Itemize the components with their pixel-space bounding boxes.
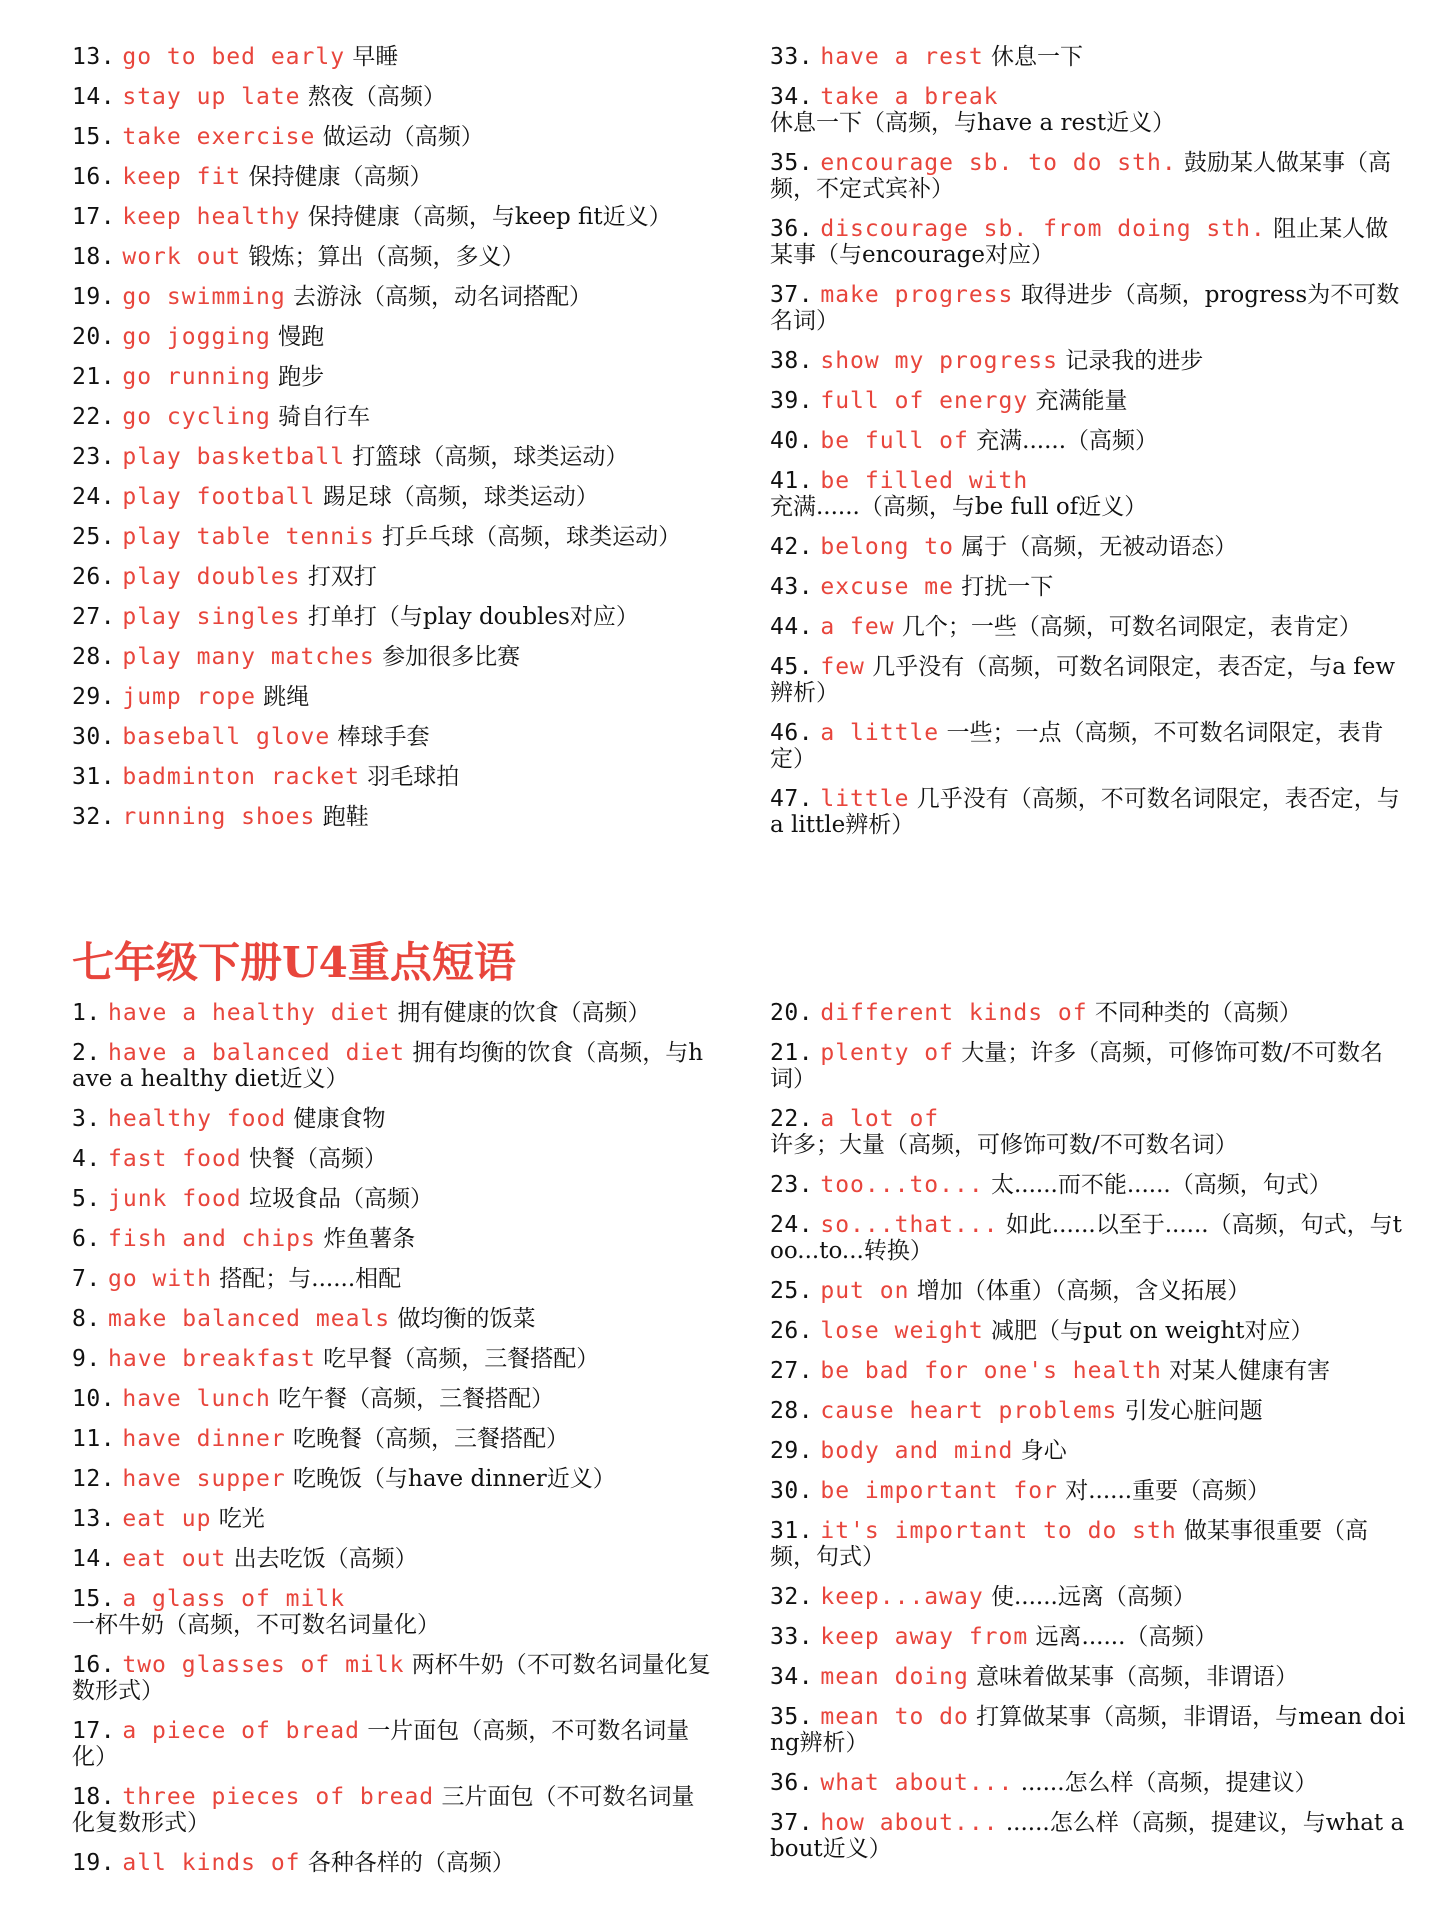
english-phrase: have a rest [820,44,984,70]
chinese-meaning: 几乎没有（高频，不可数名词限定，表否定，与a little辨析） [770,786,1400,838]
entry-number: 6. [72,1226,101,1252]
top-right-column [770,44,1410,852]
phrase-entry [770,84,1410,136]
english-phrase: healthy food [108,1106,287,1132]
chinese-meaning: 充满......（高频） [976,428,1159,454]
chinese-meaning: 棒球手套 [337,724,430,750]
entry-number: 29. [770,1438,814,1464]
phrase-entry [72,684,712,710]
phrase-entry [72,644,712,670]
phrase-entry [72,1586,712,1638]
english-phrase: baseball glove [122,724,331,750]
phrase-entry [72,1850,712,1876]
entry-number: 46. [770,720,814,746]
chinese-meaning: 快餐（高频） [248,1146,387,1172]
phrase-entry [72,1386,712,1412]
entry-number: 18. [72,244,116,270]
entry-number: 16. [72,164,116,190]
chinese-meaning: 踢足球（高频，球类运动） [322,484,599,510]
phrase-entry [72,604,712,630]
chinese-meaning: 吃早餐（高频，三餐搭配） [323,1346,600,1372]
chinese-meaning: 跑步 [278,364,325,390]
phrase-entry [72,244,712,270]
chinese-meaning: 骑自行车 [278,404,371,430]
entry-number: 44. [770,614,814,640]
chinese-meaning: 对......重要（高频） [1065,1478,1271,1504]
english-phrase: keep away from [820,1624,1029,1650]
english-phrase: make balanced meals [108,1306,391,1332]
phrase-entry [770,388,1410,414]
entry-number: 8. [72,1306,101,1332]
phrase-entry [72,764,712,790]
chinese-meaning: 休息一下 [991,44,1083,70]
english-phrase: be bad for one's health [820,1358,1162,1384]
chinese-meaning: 鼓励某人做某事（高频，不定式宾补） [770,150,1392,202]
chinese-meaning: 做运动（高频） [322,124,484,150]
bottom-left-column [72,1000,712,1890]
english-phrase: badminton racket [122,764,360,790]
chinese-meaning: 使......远离（高频） [991,1584,1196,1610]
chinese-meaning: 一片面包（高频，不可数名词量化） [72,1718,690,1770]
chinese-meaning: 增加（体重）（高频，含义拓展） [916,1278,1251,1304]
entry-number: 43. [770,574,814,600]
english-phrase: play football [122,484,316,510]
phrase-entry [72,1306,712,1332]
entry-number: 12. [72,1466,116,1492]
entry-number: 1. [72,1000,101,1026]
phrase-entry [770,1478,1410,1504]
english-phrase: few [820,654,865,680]
phrase-entry [770,654,1410,706]
phrase-entry [72,1718,712,1770]
chinese-meaning: 吃光 [218,1506,265,1532]
english-phrase: eat out [122,1546,227,1572]
english-phrase: discourage sb. from doing sth. [820,216,1266,242]
chinese-meaning: 打扰一下 [961,574,1054,600]
phrase-entry [72,1426,712,1452]
english-phrase: go running [122,364,271,390]
chinese-meaning: 太......而不能......（高频，句式） [991,1172,1332,1198]
phrase-entry [770,1770,1410,1796]
entry-number: 24. [72,484,116,510]
entry-number: 25. [770,1278,814,1304]
phrase-entry [770,282,1410,334]
english-phrase: running shoes [122,804,316,830]
chinese-meaning: 一杯牛奶（高频，不可数名词量化） [72,1612,440,1638]
chinese-meaning: 几个；一些（高频，可数名词限定，表肯定） [901,614,1362,640]
chinese-meaning: 做均衡的饭菜 [397,1306,536,1332]
chinese-meaning: 拥有健康的饮食（高频） [397,1000,651,1026]
chinese-meaning: 对某人健康有害 [1169,1358,1331,1384]
entry-number: 20. [770,1000,814,1026]
english-phrase: encourage sb. to do sth. [820,150,1177,176]
english-phrase: all kinds of [122,1850,301,1876]
phrase-entry [72,84,712,110]
entry-number: 32. [72,804,116,830]
entry-number: 10. [72,1386,116,1412]
entry-number: 19. [72,1850,116,1876]
chinese-meaning: 属于（高频，无被动语态） [961,534,1238,560]
chinese-meaning: 阻止某人做某事（与encourage对应） [770,216,1389,268]
chinese-meaning: 身心 [1020,1438,1067,1464]
english-phrase: three pieces of bread [122,1784,435,1810]
english-phrase: little [820,786,910,812]
chinese-meaning: 出去吃饭（高频） [233,1546,418,1572]
entry-number: 36. [770,1770,814,1796]
entry-number: 36. [770,216,814,242]
phrase-entry [72,124,712,150]
english-phrase: cause heart problems [820,1398,1118,1424]
phrase-entry [72,484,712,510]
chinese-meaning: 吃午餐（高频，三餐搭配） [278,1386,555,1412]
entry-number: 24. [770,1212,814,1238]
phrase-entry [72,164,712,190]
entry-number: 28. [72,644,116,670]
phrase-entry [770,1172,1410,1198]
chinese-meaning: 充满......（高频，与be full of近义） [770,494,1148,520]
chinese-meaning: 跳绳 [263,684,310,710]
chinese-meaning: 如此......以至于......（高频，句式，与too...to...转换） [770,1212,1402,1264]
english-phrase: junk food [108,1186,242,1212]
phrase-entry [770,1000,1410,1026]
entry-number: 3. [72,1106,101,1132]
top-left-column [72,44,712,844]
phrase-entry [770,150,1410,202]
phrase-entry [72,1506,712,1532]
chinese-meaning: 羽毛球拍 [367,764,460,790]
phrase-entry [72,564,712,590]
chinese-meaning: 各种各样的（高频） [307,1850,515,1876]
section-title: 七年级下册U4重点短语 [72,938,516,987]
chinese-meaning: 一些；一点（高频，不可数名词限定，表肯定） [770,720,1384,772]
phrase-entry [72,1146,712,1172]
entry-number: 30. [72,724,116,750]
entry-number: 16. [72,1652,116,1678]
phrase-entry [770,720,1410,772]
chinese-meaning: 锻炼；算出（高频，多义） [248,244,525,270]
english-phrase: fish and chips [108,1226,316,1252]
english-phrase: belong to [820,534,954,560]
entry-number: 18. [72,1784,116,1810]
entry-number: 47. [770,786,814,812]
entry-number: 29. [72,684,116,710]
english-phrase: have supper [122,1466,286,1492]
entry-number: 7. [72,1266,101,1292]
chinese-meaning: 搭配；与......相配 [219,1266,402,1292]
phrase-entry [770,216,1410,268]
phrase-entry [770,1664,1410,1690]
chinese-meaning: 垃圾食品（高频） [248,1186,433,1212]
chinese-meaning: 熬夜（高频） [307,84,446,110]
phrase-entry [770,1704,1410,1756]
entry-number: 38. [770,348,814,374]
english-phrase: a piece of bread [122,1718,360,1744]
chinese-meaning: ......怎么样（高频，提建议） [1020,1770,1318,1796]
entry-number: 27. [72,604,116,630]
english-phrase: it's important to do sth [820,1518,1177,1544]
english-phrase: a lot of [820,1106,940,1132]
phrase-entry [770,1624,1410,1650]
phrase-entry [770,1212,1410,1264]
english-phrase: what about... [820,1770,1014,1796]
entry-number: 35. [770,150,814,176]
phrase-entry [72,284,712,310]
english-phrase: have lunch [122,1386,271,1412]
entry-number: 11. [72,1426,116,1452]
phrase-entry [770,1318,1410,1344]
english-phrase: have dinner [122,1426,286,1452]
english-phrase: go cycling [122,404,271,430]
chinese-meaning: 保持健康（高频） [248,164,433,190]
english-phrase: body and mind [820,1438,1014,1464]
entry-number: 32. [770,1584,814,1610]
phrase-entry [770,1040,1410,1092]
entry-number: 37. [770,1810,814,1836]
phrase-entry [770,1438,1410,1464]
english-phrase: be full of [820,428,969,454]
entry-number: 21. [770,1040,814,1066]
english-phrase: play table tennis [122,524,375,550]
chinese-meaning: 打算做某事（高频，非谓语，与mean doing辨析） [770,1704,1406,1756]
phrase-entry [72,364,712,390]
phrase-entry [770,348,1410,374]
english-phrase: be important for [820,1478,1058,1504]
phrase-entry [770,1398,1410,1424]
phrase-entry [770,428,1410,454]
chinese-meaning: 打双打 [307,564,377,590]
english-phrase: play many matches [122,644,375,670]
phrase-entry [72,404,712,430]
english-phrase: have breakfast [108,1346,316,1372]
entry-number: 15. [72,1586,116,1612]
entry-number: 31. [72,764,116,790]
english-phrase: too...to... [820,1172,984,1198]
entry-number: 4. [72,1146,101,1172]
english-phrase: put on [820,1278,910,1304]
phrase-entry [72,1106,712,1132]
entry-number: 14. [72,84,116,110]
entry-number: 14. [72,1546,116,1572]
english-phrase: have a healthy diet [108,1000,391,1026]
english-phrase: play doubles [122,564,301,590]
chinese-meaning: 打乒乓球（高频，球类运动） [382,524,682,550]
entry-number: 17. [72,204,116,230]
chinese-meaning: 跑鞋 [322,804,369,830]
english-phrase: play singles [122,604,301,630]
phrase-entry [72,1346,712,1372]
entry-number: 37. [770,282,814,308]
phrase-entry [72,804,712,830]
chinese-meaning: 做某事很重要（高频，句式） [770,1518,1369,1570]
phrase-entry [72,1466,712,1492]
english-phrase: keep fit [122,164,242,190]
english-phrase: go swimming [122,284,286,310]
english-phrase: work out [122,244,242,270]
entry-number: 28. [770,1398,814,1424]
phrase-entry [72,204,712,230]
english-phrase: full of energy [820,388,1029,414]
english-phrase: go with [108,1266,212,1292]
entry-number: 19. [72,284,116,310]
english-phrase: play basketball [122,444,346,470]
entry-number: 13. [72,44,116,70]
english-phrase: two glasses of milk [122,1652,405,1678]
english-phrase: go jogging [122,324,271,350]
phrase-entry [770,1106,1410,1158]
entry-number: 40. [770,428,814,454]
entry-number: 30. [770,1478,814,1504]
phrase-entry [72,524,712,550]
english-phrase: keep...away [820,1584,984,1610]
chinese-meaning: 去游泳（高频，动名词搭配） [293,284,592,310]
entry-number: 45. [770,654,814,680]
phrase-entry [72,1040,712,1092]
chinese-meaning: 打篮球（高频，球类运动） [352,444,629,470]
english-phrase: a few [820,614,895,640]
english-phrase: a glass of milk [122,1586,346,1612]
entry-number: 34. [770,84,814,110]
entry-number: 23. [72,444,116,470]
chinese-meaning: 减肥（与put on weight对应） [991,1318,1314,1344]
chinese-meaning: 三片面包（不可数名词量化复数形式） [72,1784,695,1836]
english-phrase: mean doing [820,1664,969,1690]
english-phrase: go to bed early [122,44,346,70]
entry-number: 27. [770,1358,814,1384]
chinese-meaning: 健康食物 [293,1106,386,1132]
phrase-entry [770,614,1410,640]
english-phrase: excuse me [820,574,954,600]
english-phrase: keep healthy [122,204,301,230]
english-phrase: take exercise [122,124,316,150]
english-phrase: lose weight [820,1318,984,1344]
phrase-entry [770,1810,1410,1862]
entry-number: 22. [72,404,116,430]
phrase-entry [72,1186,712,1212]
chinese-meaning: 参加很多比赛 [382,644,521,670]
entry-number: 22. [770,1106,814,1132]
entry-number: 23. [770,1172,814,1198]
chinese-meaning: 保持健康（高频，与keep fit近义） [307,204,672,230]
chinese-meaning: ......怎么样（高频，提建议，与what about近义） [770,1810,1405,1862]
entry-number: 26. [72,564,116,590]
entry-number: 17. [72,1718,116,1744]
entry-number: 41. [770,468,814,494]
chinese-meaning: 两杯牛奶（不可数名词量化复数形式） [72,1652,711,1704]
chinese-meaning: 充满能量 [1035,388,1128,414]
chinese-meaning: 许多；大量（高频，可修饰可数/不可数名词） [770,1132,1238,1158]
chinese-meaning: 拥有均衡的饮食（高频，与have a healthy diet近义） [72,1040,704,1092]
phrase-entry [72,724,712,750]
entry-number: 33. [770,44,814,70]
phrase-entry [770,1584,1410,1610]
entry-number: 33. [770,1624,814,1650]
phrase-entry [770,1358,1410,1384]
phrase-entry [72,1546,712,1572]
chinese-meaning: 不同种类的（高频） [1094,1000,1302,1026]
english-phrase: eat up [122,1506,212,1532]
english-phrase: be filled with [820,468,1029,494]
english-phrase: a little [820,720,940,746]
entry-number: 26. [770,1318,814,1344]
english-phrase: so...that... [820,1212,999,1238]
english-phrase: have a balanced diet [108,1040,405,1066]
chinese-meaning: 几乎没有（高频，可数名词限定，表否定，与a few辨析） [770,654,1396,706]
chinese-meaning: 炸鱼薯条 [323,1226,416,1252]
bottom-right-column [770,1000,1410,1876]
phrase-entry [770,1518,1410,1570]
entry-number: 42. [770,534,814,560]
phrase-entry [72,1226,712,1252]
entry-number: 21. [72,364,116,390]
entry-number: 5. [72,1186,101,1212]
chinese-meaning: 大量；许多（高频，可修饰可数/不可数名词） [770,1040,1384,1092]
entry-number: 13. [72,1506,116,1532]
phrase-entry [770,534,1410,560]
chinese-meaning: 远离......（高频） [1035,1624,1218,1650]
entry-number: 34. [770,1664,814,1690]
phrase-entry [72,1784,712,1836]
english-phrase: different kinds of [820,1000,1088,1026]
english-phrase: how about... [820,1810,999,1836]
entry-number: 25. [72,524,116,550]
english-phrase: plenty of [820,1040,954,1066]
chinese-meaning: 吃晚餐（高频，三餐搭配） [293,1426,569,1452]
chinese-meaning: 引发心脏问题 [1124,1398,1263,1424]
phrase-entry [770,574,1410,600]
entry-number: 39. [770,388,814,414]
phrase-entry [72,1652,712,1704]
chinese-meaning: 休息一下（高频，与have a rest近义） [770,110,1176,136]
english-phrase: mean to do [820,1704,969,1730]
phrase-entry [72,324,712,350]
entry-number: 15. [72,124,116,150]
chinese-meaning: 意味着做某事（高频，非谓语） [976,1664,1299,1690]
chinese-meaning: 慢跑 [278,324,325,350]
entry-number: 9. [72,1346,101,1372]
chinese-meaning: 取得进步（高频，progress为不可数名词） [770,282,1400,334]
english-phrase: show my progress [820,348,1058,374]
entry-number: 2. [72,1040,101,1066]
english-phrase: stay up late [122,84,301,110]
chinese-meaning: 吃晚饭（与have dinner近义） [293,1466,616,1492]
english-phrase: jump rope [122,684,256,710]
phrase-entry [72,1266,712,1292]
phrase-entry [72,44,712,70]
chinese-meaning: 记录我的进步 [1065,348,1204,374]
entry-number: 20. [72,324,116,350]
phrase-entry [770,786,1410,838]
phrase-entry [72,1000,712,1026]
english-phrase: make progress [820,282,1014,308]
english-phrase: take a break [820,84,999,110]
phrase-entry [770,44,1410,70]
entry-number: 31. [770,1518,814,1544]
phrase-entry [770,468,1410,520]
phrase-entry [770,1278,1410,1304]
phrase-entry [72,444,712,470]
chinese-meaning: 早睡 [352,44,399,70]
chinese-meaning: 打单打（与play doubles对应） [307,604,639,630]
english-phrase: fast food [108,1146,242,1172]
entry-number: 35. [770,1704,814,1730]
